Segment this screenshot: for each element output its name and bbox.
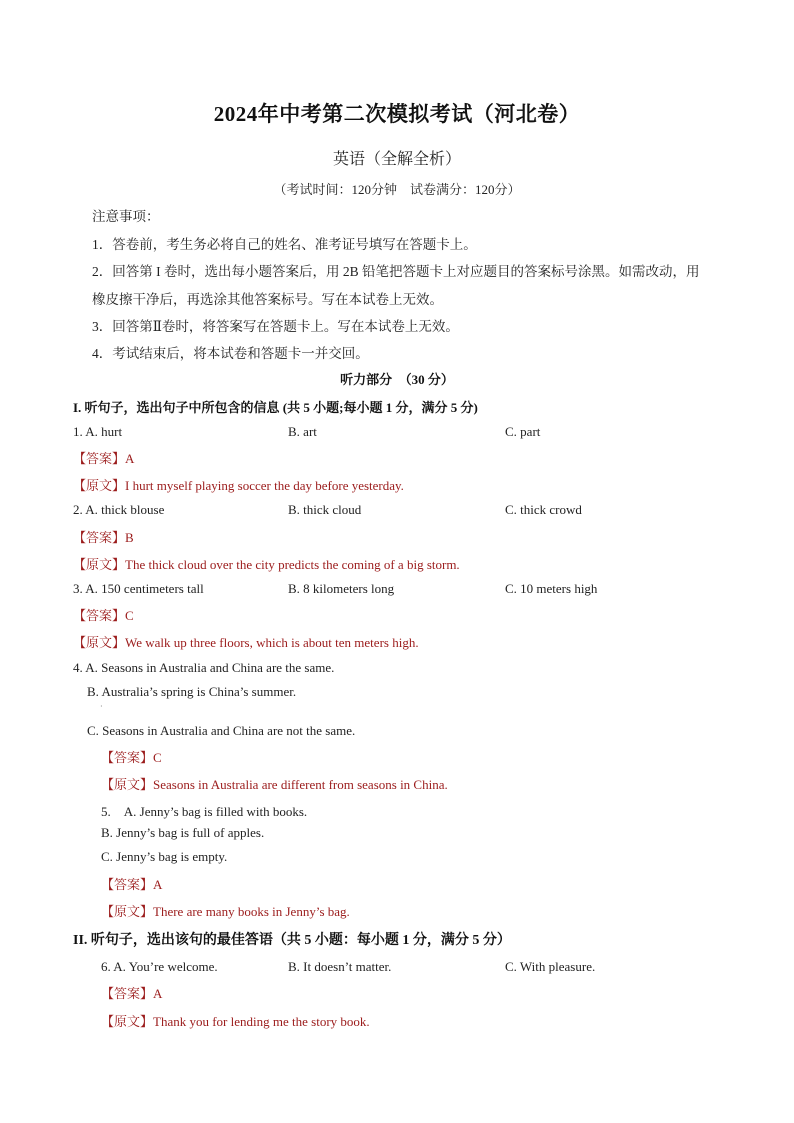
original-text: The thick cloud over the city predicts the coming of a big storm. (125, 557, 460, 572)
original-label: 【原文】 (101, 777, 154, 792)
q6-original (101, 1011, 370, 1031)
q4-original (101, 774, 448, 794)
q1-option-a: 1. A. hurt (73, 424, 123, 439)
q1-answer (73, 448, 134, 468)
q2-answer (73, 527, 134, 547)
original-label: 【原文】 (101, 1014, 154, 1029)
q4-answer (101, 747, 162, 767)
q4-option-b: B. Australia’s spring is China’s summer. (87, 684, 297, 699)
q3-option-c: C. 10 meters high (505, 581, 598, 596)
page-subtitle: 英语（全解全析） (332, 151, 461, 168)
stray-dot: · (100, 702, 103, 711)
q2-original (73, 554, 460, 574)
original-text: Thank you for lending me the story book. (153, 1014, 370, 1029)
note-1: 1．答卷前，考生务必将自己的姓名、准考证号填写在答题卡上。 (92, 237, 477, 252)
q2-option-b: B. thick cloud (288, 502, 362, 517)
answer-value: A (125, 451, 135, 466)
q4-option-a: 4. A. Seasons in Australia and China are the same. (73, 660, 335, 675)
answer-label: 【答案】 (73, 608, 126, 623)
answer-label: 【答案】 (101, 877, 154, 892)
original-text: I hurt myself playing soccer the day before yesterday. (125, 478, 404, 493)
answer-value: A (153, 986, 163, 1001)
note-2b: 橡皮擦干净后，再选涂其他答案标号。写在本试卷上无效。 (92, 292, 443, 307)
original-label: 【原文】 (73, 557, 126, 572)
q5-option-b: B. Jenny’s bag is full of apples. (101, 825, 265, 840)
q3-option-a: 3. A. 150 centimeters tall (73, 581, 204, 596)
original-label: 【原文】 (101, 904, 154, 919)
original-label: 【原文】 (73, 478, 126, 493)
q2-option-a: 2. A. thick blouse (73, 502, 165, 517)
section-2-heading: II. 听句子，选出该句的最佳答语（共 5 小题：每小题 1 分，满分 5 分） (73, 933, 511, 948)
listening-header: 听力部分 （30 分） (340, 372, 454, 387)
q2-option-c: C. thick crowd (505, 502, 582, 517)
answer-value: C (153, 750, 162, 765)
answer-value: A (153, 877, 163, 892)
q3-original (73, 632, 419, 652)
answer-label: 【答案】 (73, 451, 126, 466)
original-text: We walk up three floors, which is about ten meters high. (125, 635, 419, 650)
q1-original (73, 475, 404, 495)
original-text: Seasons in Australia are different from seasons in China. (153, 777, 448, 792)
q5-answer (101, 874, 162, 894)
q6-option-c: C. With pleasure. (505, 959, 596, 974)
q5-original (101, 901, 350, 921)
q6-option-a: 6. A. You’re welcome. (101, 959, 218, 974)
note-4: 4．考试结束后，将本试卷和答题卡一并交回。 (92, 346, 369, 361)
q3-answer (73, 605, 134, 625)
q6-answer (101, 983, 162, 1003)
answer-label: 【答案】 (101, 986, 154, 1001)
note-2a: 2．回答第 I 卷时，选出每小题答案后，用 2B 铅笔把答题卡上对应题目的答案标号涂黑。如需改动，用 (92, 264, 700, 279)
answer-label: 【答案】 (101, 750, 154, 765)
answer-label: 【答案】 (73, 530, 126, 545)
section-1-heading: I. 听句子，选出句子中所包含的信息 (共 5 小题;每小题 1 分，满分 5 分) (73, 400, 478, 415)
original-text: There are many books in Jenny’s bag. (153, 904, 350, 919)
notes-heading: 注意事项： (92, 209, 160, 224)
q6-option-b: B. It doesn’t matter. (288, 959, 392, 974)
answer-value: C (125, 608, 134, 623)
page-title: 2024年中考第二次模拟考试（河北卷） (213, 102, 581, 126)
q1-option-b: B. art (288, 424, 317, 439)
original-label: 【原文】 (73, 635, 126, 650)
note-3: 3．回答第Ⅱ卷时，将答案写在答题卡上。写在本试卷上无效。 (92, 319, 459, 334)
q4-option-c: C. Seasons in Australia and China are not the same. (87, 723, 356, 738)
q5-option-c: C. Jenny’s bag is empty. (101, 849, 228, 864)
q1-option-c: C. part (505, 424, 541, 439)
q3-option-b: B. 8 kilometers long (288, 581, 395, 596)
q5-option-a: 5. A. Jenny’s bag is filled with books. (101, 804, 308, 819)
exam-time-line: （考试时间：120分钟 试卷满分：120分） (273, 182, 521, 197)
answer-value: B (125, 530, 134, 545)
